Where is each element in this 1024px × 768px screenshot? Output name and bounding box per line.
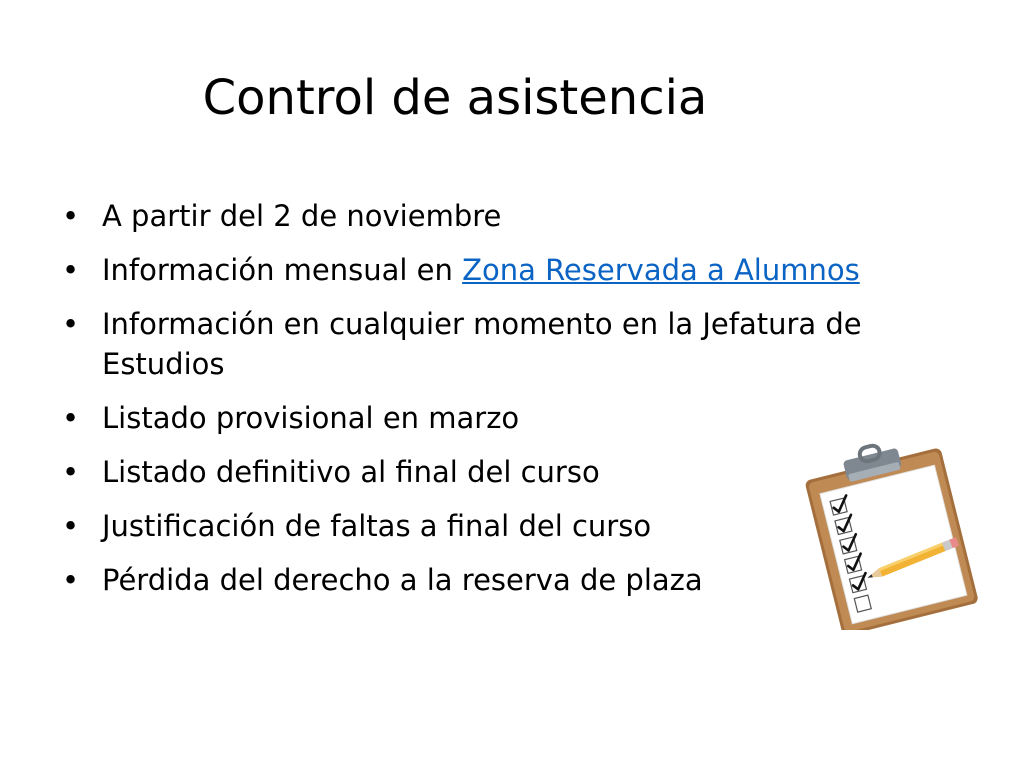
bullet-icon: • xyxy=(62,455,80,489)
zona-reservada-link[interactable]: Zona Reservada a Alumnos xyxy=(462,253,860,287)
bullet-icon: • xyxy=(62,307,80,341)
bullet-icon: • xyxy=(62,563,80,597)
bullet-text: Listado definitivo al final del curso xyxy=(102,455,600,489)
bullet-text: Información en cualquier momento en la Jefatura de Estudios xyxy=(102,307,862,381)
bullet-text: Listado provisional en marzo xyxy=(102,401,520,435)
bullet-text: Justificación de faltas a final del curso xyxy=(102,509,652,543)
bullet-item-info-anytime xyxy=(62,304,972,384)
checkbox xyxy=(854,595,871,612)
bullet-item-provisional-list xyxy=(62,398,962,438)
bullet-icon: • xyxy=(62,199,80,233)
bullet-item-monthly-info xyxy=(62,250,962,290)
slide-title: Control de asistencia xyxy=(202,70,708,126)
bullet-item-start-date xyxy=(62,196,962,236)
bullet-text: Pérdida del derecho a la reserva de plaza xyxy=(102,563,703,597)
bullet-icon: • xyxy=(62,509,80,543)
clipboard-checklist-icon xyxy=(790,440,990,630)
bullet-text: A partir del 2 de noviembre xyxy=(102,199,502,233)
bullet-icon: • xyxy=(62,401,80,435)
bullet-icon: • xyxy=(62,253,80,287)
bullet-text: Información mensual en xyxy=(102,253,463,287)
